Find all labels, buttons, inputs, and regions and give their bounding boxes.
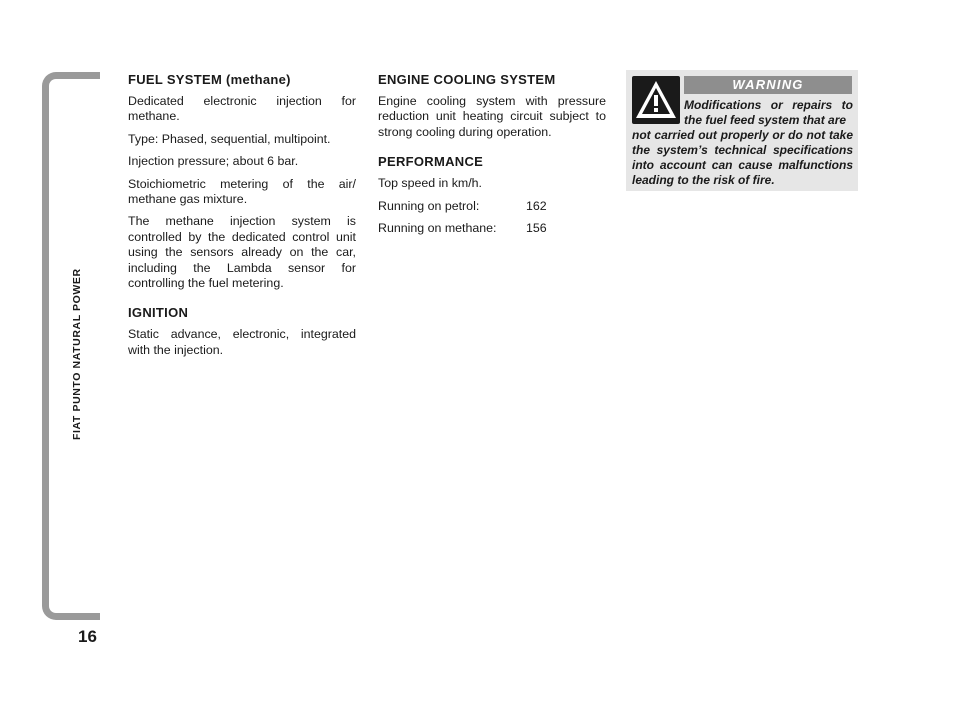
fuel-paragraph: Dedicated electronic injection for methane. bbox=[128, 94, 356, 124]
right-column bbox=[378, 72, 606, 243]
warning-text-rest: not carried out properly or do not take the system’s technical specifications into account can cause malfunctions leading to the risk of fire. bbox=[632, 128, 853, 187]
cooling-heading: ENGINE COOLING SYSTEM bbox=[378, 72, 556, 87]
cooling-paragraph: Engine cooling system with pressure reduction unit heating circuit subject to strong cooling during operation. bbox=[378, 94, 606, 139]
warning-text-first: Modifications or repairs to the fuel feed system that are bbox=[684, 98, 853, 127]
speed-label: Running on petrol: bbox=[378, 198, 480, 213]
speed-row bbox=[378, 199, 606, 214]
fuel-paragraph: The methane injection system is controlled by the dedicated control unit using the sensors already on the car, including the Lambda sensor for controlling the fuel metering. bbox=[128, 214, 356, 291]
speed-value: 156 bbox=[526, 221, 547, 236]
left-column bbox=[128, 72, 356, 365]
speed-value: 162 bbox=[526, 198, 547, 213]
page-number: 16 bbox=[78, 627, 97, 646]
fuel-paragraph: Injection pressure; about 6 bar. bbox=[128, 154, 299, 169]
speed-label: Running on methane: bbox=[378, 221, 497, 236]
ignition-paragraph: Static advance, electronic, integrated with the injection. bbox=[128, 327, 356, 357]
side-title: FIAT PUNTO NATURAL POWER bbox=[71, 268, 83, 440]
fuel-system-heading: FUEL SYSTEM (methane) bbox=[128, 72, 291, 87]
fuel-paragraph: Type: Phased, sequential, multipoint. bbox=[128, 131, 331, 146]
warning-label: WARNING bbox=[684, 76, 852, 94]
performance-heading: PERFORMANCE bbox=[378, 154, 484, 170]
performance-intro: Top speed in km/h. bbox=[378, 176, 483, 191]
warning-box bbox=[626, 70, 858, 191]
speed-row bbox=[378, 221, 606, 236]
warning-text bbox=[632, 98, 853, 188]
fuel-paragraph: Stoichiometric metering of the air/ methane gas mixture. bbox=[128, 176, 356, 207]
ignition-heading: IGNITION bbox=[128, 305, 189, 321]
